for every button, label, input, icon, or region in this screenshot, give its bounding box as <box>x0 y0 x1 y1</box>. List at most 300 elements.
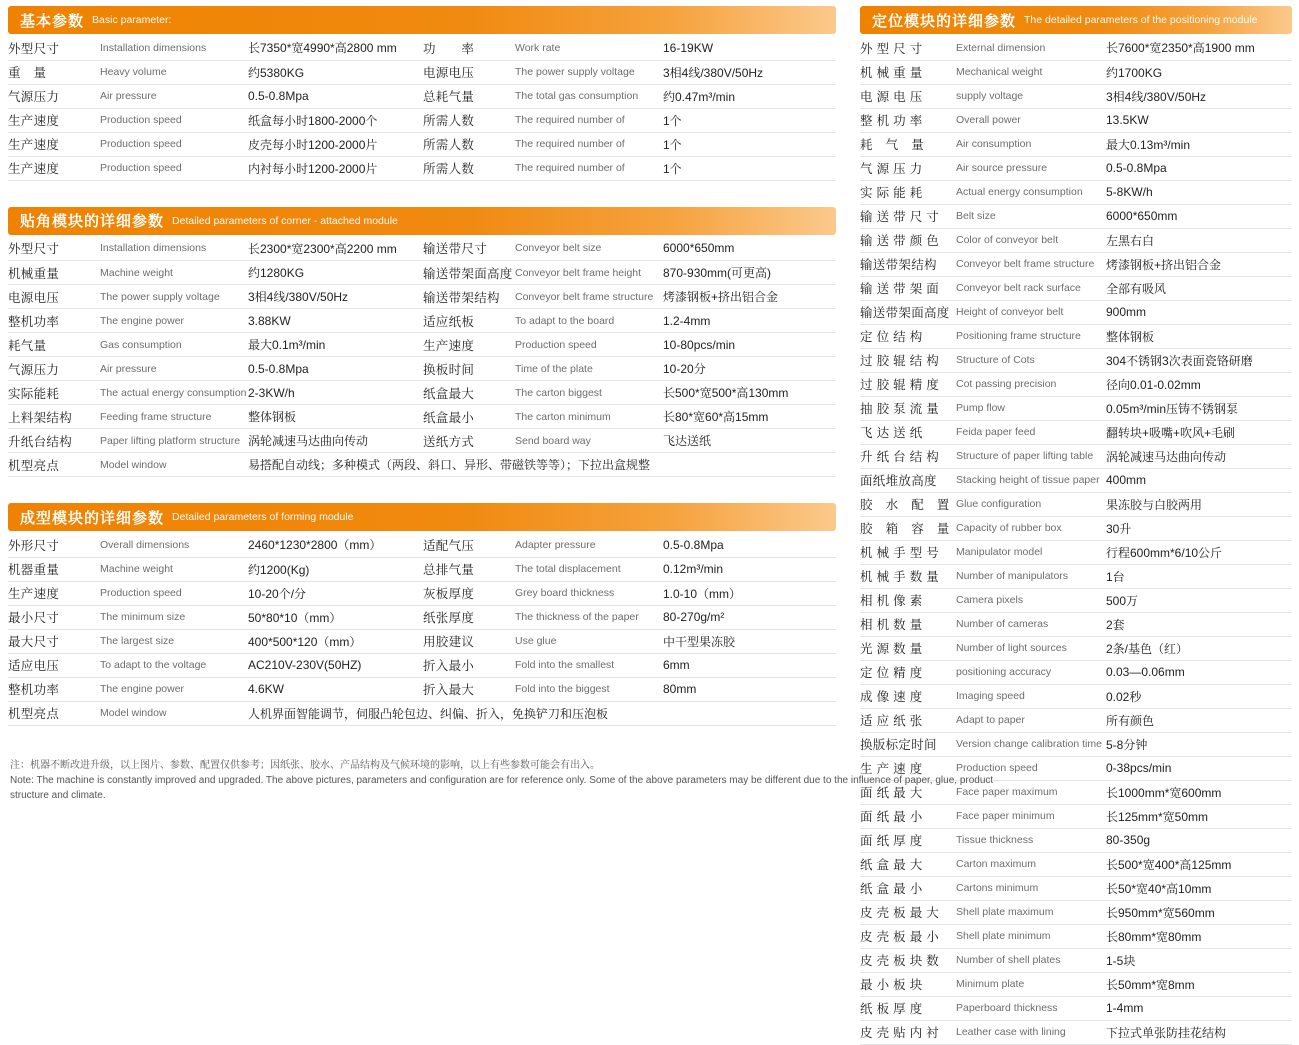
param-label-en: To adapt to the voltage <box>100 653 248 677</box>
param-value: 0-38pcs/min <box>1106 756 1292 780</box>
param-label-cn: 机 械 重 量 <box>860 60 956 84</box>
param-label-en: The required number of <box>515 132 663 156</box>
table-row <box>8 653 836 677</box>
table-row <box>860 420 1292 444</box>
param-label-en: Face paper maximum <box>956 780 1106 804</box>
param-label-en: Production speed <box>515 333 663 357</box>
param-value: 左黑右白 <box>1106 228 1292 252</box>
param-label-cn: 相 机 数 量 <box>860 612 956 636</box>
table-row <box>860 132 1292 156</box>
param-label-en: The minimum size <box>100 605 248 629</box>
param-value: 约5380KG <box>248 60 423 84</box>
table-row <box>860 444 1292 468</box>
table-row <box>860 852 1292 876</box>
param-label-cn: 气 源 压 力 <box>860 156 956 180</box>
table-row <box>860 516 1292 540</box>
table-row <box>860 588 1292 612</box>
param-label-cn: 总排气量 <box>423 557 515 581</box>
param-label-cn: 纸张厚度 <box>423 605 515 629</box>
param-value: 烤漆钢板+挤出铝合金 <box>663 285 836 309</box>
param-label-en: Work rate <box>515 36 663 60</box>
param-label-en: Conveyor belt frame height <box>515 261 663 285</box>
param-label-en: Paperboard thickness <box>956 996 1106 1020</box>
section-header-forming <box>8 503 836 531</box>
param-label-cn: 面 纸 厚 度 <box>860 828 956 852</box>
param-label-en: Time of the plate <box>515 357 663 381</box>
param-label-en: Number of light sources <box>956 636 1106 660</box>
table-row <box>8 156 836 180</box>
param-value: 30升 <box>1106 516 1292 540</box>
param-label-en: Paper lifting platform structure <box>100 429 248 453</box>
param-label-en: The thickness of the paper <box>515 605 663 629</box>
param-label-en: Number of cameras <box>956 612 1106 636</box>
param-label-cn: 皮 壳 板 最 小 <box>860 924 956 948</box>
param-value: 1.2-4mm <box>663 309 836 333</box>
param-label-en: The carton minimum <box>515 405 663 429</box>
param-label-en: Feeding frame structure <box>100 405 248 429</box>
param-label-cn: 耗 气 量 <box>860 132 956 156</box>
param-label-en: Air pressure <box>100 84 248 108</box>
param-label-en: Send board way <box>515 429 663 453</box>
param-label-cn: 所需人数 <box>423 156 515 180</box>
param-label-en: Air pressure <box>100 357 248 381</box>
param-label-en: positioning accuracy <box>956 660 1106 684</box>
param-value: 0.5-0.8Mpa <box>248 84 423 108</box>
table-corner-module <box>8 237 836 478</box>
param-label-en: The engine power <box>100 309 248 333</box>
table-forming-module <box>8 533 836 726</box>
param-label-cn: 适应电压 <box>8 653 100 677</box>
param-value: 10-80pcs/min <box>663 333 836 357</box>
param-value: 6mm <box>663 653 836 677</box>
param-label-en: Structure of Cots <box>956 348 1106 372</box>
param-label-en: Adapt to paper <box>956 708 1106 732</box>
param-value: 中干型果冻胶 <box>663 629 836 653</box>
param-value: 长7350*宽4990*高2800 mm <box>248 36 423 60</box>
param-label-cn: 所需人数 <box>423 132 515 156</box>
param-label-cn: 外型尺寸 <box>8 36 100 60</box>
table-row <box>8 533 836 557</box>
param-label-cn: 输送带架结构 <box>860 252 956 276</box>
param-label-en: Stacking height of tissue paper <box>956 468 1106 492</box>
table-row <box>860 324 1292 348</box>
param-label-en: Face paper minimum <box>956 804 1106 828</box>
param-value: 人机界面智能调节，伺服凸轮包边、纠偏、折入，免换铲刀和压泡板 <box>248 701 836 725</box>
param-label-cn: 实际能耗 <box>8 381 100 405</box>
param-label-en: Height of conveyor belt <box>956 300 1106 324</box>
param-label-cn: 机型亮点 <box>8 701 100 725</box>
param-value: 1个 <box>663 108 836 132</box>
param-label-en: The power supply voltage <box>515 60 663 84</box>
table-row <box>8 357 836 381</box>
table-row <box>8 629 836 653</box>
param-label-cn: 整 机 功 率 <box>860 108 956 132</box>
param-value: 10-20分 <box>663 357 836 381</box>
param-label-en: The required number of <box>515 156 663 180</box>
param-value: 皮壳每小时1200-2000片 <box>248 132 423 156</box>
param-label-en: Model window <box>100 701 248 725</box>
param-value: 长2300*宽2300*高2200 mm <box>248 237 423 261</box>
param-label-cn: 最大尺寸 <box>8 629 100 653</box>
table-row <box>8 132 836 156</box>
param-label-cn: 实 际 能 耗 <box>860 180 956 204</box>
param-label-en: The actual energy consumption <box>100 381 248 405</box>
param-label-cn: 用胶建议 <box>423 629 515 653</box>
table-row-highlight <box>8 701 836 725</box>
param-value: 涡轮减速马达曲向传动 <box>248 429 423 453</box>
param-label-cn: 生产速度 <box>423 333 515 357</box>
param-value: 1个 <box>663 132 836 156</box>
param-label-cn: 整机功率 <box>8 309 100 333</box>
param-label-cn: 折入最大 <box>423 677 515 701</box>
param-value: 所有颜色 <box>1106 708 1292 732</box>
param-value: 长80*宽60*高15mm <box>663 405 836 429</box>
param-label-cn: 面 纸 最 小 <box>860 804 956 828</box>
param-label-cn: 气源压力 <box>8 357 100 381</box>
param-label-cn: 适应纸板 <box>423 309 515 333</box>
param-label-cn: 过 胶 辊 结 构 <box>860 348 956 372</box>
table-row <box>860 828 1292 852</box>
table-row-highlight <box>8 453 836 477</box>
param-label-cn: 适配气压 <box>423 533 515 557</box>
section-title-cn-basic: 基本参数 <box>20 12 85 30</box>
param-label-en: Belt size <box>956 204 1106 228</box>
table-row <box>860 492 1292 516</box>
param-label-cn: 最小尺寸 <box>8 605 100 629</box>
param-label-cn: 电源电压 <box>8 285 100 309</box>
param-label-cn: 换版标定时间 <box>860 732 956 756</box>
param-value: 6000*650mm <box>663 237 836 261</box>
param-label-en: Manipulator model <box>956 540 1106 564</box>
param-label-en: Production speed <box>100 108 248 132</box>
param-value: 3相4线/380V/50Hz <box>248 285 423 309</box>
section-title-en-forming: Detailed parameters of forming module <box>172 511 354 523</box>
param-value: 400mm <box>1106 468 1292 492</box>
table-row <box>860 708 1292 732</box>
param-label-cn: 定 位 精 度 <box>860 660 956 684</box>
param-label-en: Adapter pressure <box>515 533 663 557</box>
param-value: 0.03—0.06mm <box>1106 660 1292 684</box>
param-label-cn: 机型亮点 <box>8 453 100 477</box>
table-row <box>860 660 1292 684</box>
table-row <box>8 677 836 701</box>
table-row <box>860 876 1292 900</box>
footer-note-cn: 注：机器不断改进升级，以上图片、参数、配置仅供参考；因纸张、胶水、产品结构及气候环境的影响，以上有些参数可能会有出入。 <box>10 759 600 771</box>
param-label-en: Version change calibration time <box>956 732 1106 756</box>
param-value: 900mm <box>1106 300 1292 324</box>
param-label-cn: 输送带架面高度 <box>860 300 956 324</box>
param-label-cn: 过 胶 辊 精 度 <box>860 372 956 396</box>
table-row <box>860 204 1292 228</box>
param-label-cn: 机 械 手 型 号 <box>860 540 956 564</box>
section-header-positioning <box>860 6 1292 34</box>
param-value: 约0.47m³/min <box>663 84 836 108</box>
table-row <box>860 252 1292 276</box>
param-label-en: Number of shell plates <box>956 948 1106 972</box>
param-label-en: Camera pixels <box>956 588 1106 612</box>
param-label-cn: 上料架结构 <box>8 405 100 429</box>
table-row <box>860 1020 1292 1044</box>
param-label-en: Pump flow <box>956 396 1106 420</box>
param-label-en: Number of manipulators <box>956 564 1106 588</box>
section-header-corner <box>8 207 836 235</box>
param-label-en: Conveyor belt frame structure <box>515 285 663 309</box>
table-row <box>860 396 1292 420</box>
param-value: 4.6KW <box>248 677 423 701</box>
param-label-cn: 生产速度 <box>8 156 100 180</box>
param-label-en: Leather case with lining <box>956 1020 1106 1044</box>
param-value: 1-5块 <box>1106 948 1292 972</box>
param-value: 最大0.13m³/min <box>1106 132 1292 156</box>
param-label-en: Capacity of rubber box <box>956 516 1106 540</box>
table-basic-parameters <box>8 36 836 181</box>
table-row <box>8 405 836 429</box>
param-label-en: To adapt to the board <box>515 309 663 333</box>
param-label-cn: 面 纸 最 大 <box>860 780 956 804</box>
param-value: 1台 <box>1106 564 1292 588</box>
param-label-en: supply voltage <box>956 84 1106 108</box>
param-label-en: Fold into the smallest <box>515 653 663 677</box>
param-label-cn: 气源压力 <box>8 84 100 108</box>
param-value: 长50*宽40*高10mm <box>1106 876 1292 900</box>
param-label-en: Structure of paper lifting table <box>956 444 1106 468</box>
param-value: 2460*1230*2800（mm） <box>248 533 423 557</box>
param-label-cn: 胶 水 配 置 <box>860 492 956 516</box>
param-value: 2-3KW/h <box>248 381 423 405</box>
param-label-cn: 适 应 纸 张 <box>860 708 956 732</box>
table-row <box>860 612 1292 636</box>
param-value: 80-270g/m² <box>663 605 836 629</box>
param-value: 0.02秒 <box>1106 684 1292 708</box>
param-value: 约1280KG <box>248 261 423 285</box>
param-value: 烤漆钢板+挤出铝合金 <box>1106 252 1292 276</box>
param-label-en: The total displacement <box>515 557 663 581</box>
spacer <box>8 477 836 503</box>
table-row <box>860 60 1292 84</box>
table-row <box>8 237 836 261</box>
param-value: 行程600mm*6/10公斤 <box>1106 540 1292 564</box>
param-value: 全部有吸风 <box>1106 276 1292 300</box>
param-value: 3相4线/380V/50Hz <box>1106 84 1292 108</box>
table-row <box>8 557 836 581</box>
param-label-en: Positioning frame structure <box>956 324 1106 348</box>
param-label-en: Cartons minimum <box>956 876 1106 900</box>
table-row <box>8 84 836 108</box>
param-label-cn: 纸 盒 最 小 <box>860 876 956 900</box>
param-label-en: Machine weight <box>100 261 248 285</box>
param-value: 翻转块+吸嘴+吹风+毛刷 <box>1106 420 1292 444</box>
param-label-en: Mechanical weight <box>956 60 1106 84</box>
param-label-en: Minimum plate <box>956 972 1106 996</box>
table-row <box>860 636 1292 660</box>
param-label-en: Carton maximum <box>956 852 1106 876</box>
section-title-en-basic: Basic parameter: <box>92 14 172 26</box>
table-row <box>860 948 1292 972</box>
spacer <box>8 181 836 207</box>
param-value: 涡轮减速马达曲向传动 <box>1106 444 1292 468</box>
table-row <box>860 972 1292 996</box>
param-value: 1.0-10（mm） <box>663 581 836 605</box>
section-title-cn-forming: 成型模块的详细参数 <box>20 509 165 527</box>
param-value: 长50mm*宽8mm <box>1106 972 1292 996</box>
param-label-cn: 外形尺寸 <box>8 533 100 557</box>
param-label-cn: 电 源 电 压 <box>860 84 956 108</box>
table-row <box>860 228 1292 252</box>
param-label-en: The carton biggest <box>515 381 663 405</box>
param-label-en: Installation dimensions <box>100 237 248 261</box>
param-label-cn: 抽 胶 泵 流 量 <box>860 396 956 420</box>
param-label-cn: 皮 壳 板 最 大 <box>860 900 956 924</box>
param-label-cn: 送纸方式 <box>423 429 515 453</box>
param-value: 50*80*10（mm） <box>248 605 423 629</box>
table-row <box>8 108 836 132</box>
param-value: 约1200(Kg) <box>248 557 423 581</box>
param-value: 飞达送纸 <box>663 429 836 453</box>
section-title-cn-positioning: 定位模块的详细参数 <box>872 12 1017 30</box>
param-label-en: The required number of <box>515 108 663 132</box>
param-label-cn: 成 像 速 度 <box>860 684 956 708</box>
param-label-cn: 升 纸 台 结 构 <box>860 444 956 468</box>
table-row <box>860 804 1292 828</box>
param-label-cn: 灰板厚度 <box>423 581 515 605</box>
table-row <box>860 108 1292 132</box>
table-row <box>860 348 1292 372</box>
param-label-cn: 升纸台结构 <box>8 429 100 453</box>
param-label-cn: 面纸堆放高度 <box>860 468 956 492</box>
param-value: 1-4mm <box>1106 996 1292 1020</box>
param-label-cn: 功 率 <box>423 36 515 60</box>
param-label-cn: 纸盒最小 <box>423 405 515 429</box>
param-label-en: Shell plate maximum <box>956 900 1106 924</box>
param-label-cn: 光 源 数 量 <box>860 636 956 660</box>
param-value: 304不锈钢3次表面瓷铬研磨 <box>1106 348 1292 372</box>
param-label-cn: 机器重量 <box>8 557 100 581</box>
param-label-en: Color of conveyor belt <box>956 228 1106 252</box>
param-value: 13.5KW <box>1106 108 1292 132</box>
param-label-cn: 相 机 像 素 <box>860 588 956 612</box>
param-value: 0.5-0.8Mpa <box>1106 156 1292 180</box>
table-row <box>860 276 1292 300</box>
param-label-cn: 生产速度 <box>8 132 100 156</box>
param-label-cn: 外 型 尺 寸 <box>860 36 956 60</box>
param-value: 长80mm*宽80mm <box>1106 924 1292 948</box>
section-title-cn-corner: 贴角模块的详细参数 <box>20 213 165 230</box>
section-title-en-corner: Detailed parameters of corner - attached module <box>172 214 398 227</box>
param-value: 下拉式单张防挂花结构 <box>1106 1020 1292 1044</box>
param-label-en: Imaging speed <box>956 684 1106 708</box>
table-row <box>8 381 836 405</box>
table-row <box>860 372 1292 396</box>
param-label-cn: 机械重量 <box>8 261 100 285</box>
param-label-en: The largest size <box>100 629 248 653</box>
table-positioning-module <box>860 36 1292 1045</box>
param-label-cn: 外型尺寸 <box>8 237 100 261</box>
table-row <box>860 996 1292 1020</box>
param-value: 0.5-0.8Mpa <box>248 357 423 381</box>
param-label-en: Production speed <box>100 581 248 605</box>
param-label-cn: 纸盒最大 <box>423 381 515 405</box>
param-value: 径向0.01-0.02mm <box>1106 372 1292 396</box>
param-label-en: Production speed <box>100 156 248 180</box>
param-label-cn: 输 送 带 颜 色 <box>860 228 956 252</box>
param-value: 1个 <box>663 156 836 180</box>
param-label-en: Gas consumption <box>100 333 248 357</box>
param-label-en: Machine weight <box>100 557 248 581</box>
param-value: 80-350g <box>1106 828 1292 852</box>
table-row <box>860 156 1292 180</box>
table-row <box>8 36 836 60</box>
param-label-en: The power supply voltage <box>100 285 248 309</box>
param-label-en: Heavy volume <box>100 60 248 84</box>
param-label-cn: 生产速度 <box>8 581 100 605</box>
param-label-cn: 定 位 结 构 <box>860 324 956 348</box>
param-label-en: Production speed <box>956 756 1106 780</box>
param-value: 3.88KW <box>248 309 423 333</box>
table-row <box>8 60 836 84</box>
param-value: 500万 <box>1106 588 1292 612</box>
param-value: 5-8KW/h <box>1106 180 1292 204</box>
param-value: 6000*650mm <box>1106 204 1292 228</box>
param-value: 2套 <box>1106 612 1292 636</box>
table-row <box>860 300 1292 324</box>
param-label-cn: 所需人数 <box>423 108 515 132</box>
right-column <box>860 6 1292 1045</box>
param-label-cn: 胶 箱 容 量 <box>860 516 956 540</box>
param-value: 0.05m³/min压铸不锈钢泵 <box>1106 396 1292 420</box>
param-label-en: The total gas consumption <box>515 84 663 108</box>
param-label-cn: 皮 壳 贴 内 衬 <box>860 1020 956 1044</box>
table-row <box>860 36 1292 60</box>
param-value: 纸盒每小时1800-2000个 <box>248 108 423 132</box>
param-label-en: Tissue thickness <box>956 828 1106 852</box>
param-label-en: Conveyor belt rack surface <box>956 276 1106 300</box>
table-row <box>8 309 836 333</box>
param-label-cn: 最 小 板 块 <box>860 972 956 996</box>
param-label-en: Overall power <box>956 108 1106 132</box>
table-row <box>8 285 836 309</box>
param-value: 870-930mm(可更高) <box>663 261 836 285</box>
param-value: 长7600*宽2350*高1900 mm <box>1106 36 1292 60</box>
param-value: 易搭配自动线；多种模式（两段、斜口、异形、带磁铁等等）；下拉出盒规整 <box>248 453 836 477</box>
param-label-cn: 折入最小 <box>423 653 515 677</box>
param-value: 约1700KG <box>1106 60 1292 84</box>
table-row <box>860 564 1292 588</box>
table-row <box>860 84 1292 108</box>
param-label-cn: 生产速度 <box>8 108 100 132</box>
table-row <box>860 684 1292 708</box>
param-label-cn: 纸 板 厚 度 <box>860 996 956 1020</box>
left-column <box>8 6 836 726</box>
param-label-en: Feida paper feed <box>956 420 1106 444</box>
param-value: 长500*宽400*高125mm <box>1106 852 1292 876</box>
param-label-en: Actual energy consumption <box>956 180 1106 204</box>
table-row <box>860 900 1292 924</box>
param-label-cn: 输 送 带 架 面 <box>860 276 956 300</box>
param-label-en: The engine power <box>100 677 248 701</box>
param-label-cn: 飞 达 送 纸 <box>860 420 956 444</box>
table-row <box>8 261 836 285</box>
table-row <box>860 180 1292 204</box>
param-label-en: Air source pressure <box>956 156 1106 180</box>
param-label-cn: 输送带尺寸 <box>423 237 515 261</box>
section-header-basic <box>8 6 836 34</box>
param-label-cn: 整机功率 <box>8 677 100 701</box>
table-row <box>860 468 1292 492</box>
param-value: 长125mm*宽50mm <box>1106 804 1292 828</box>
param-label-cn: 机 械 手 数 量 <box>860 564 956 588</box>
param-label-en: Grey board thickness <box>515 581 663 605</box>
table-row <box>860 924 1292 948</box>
